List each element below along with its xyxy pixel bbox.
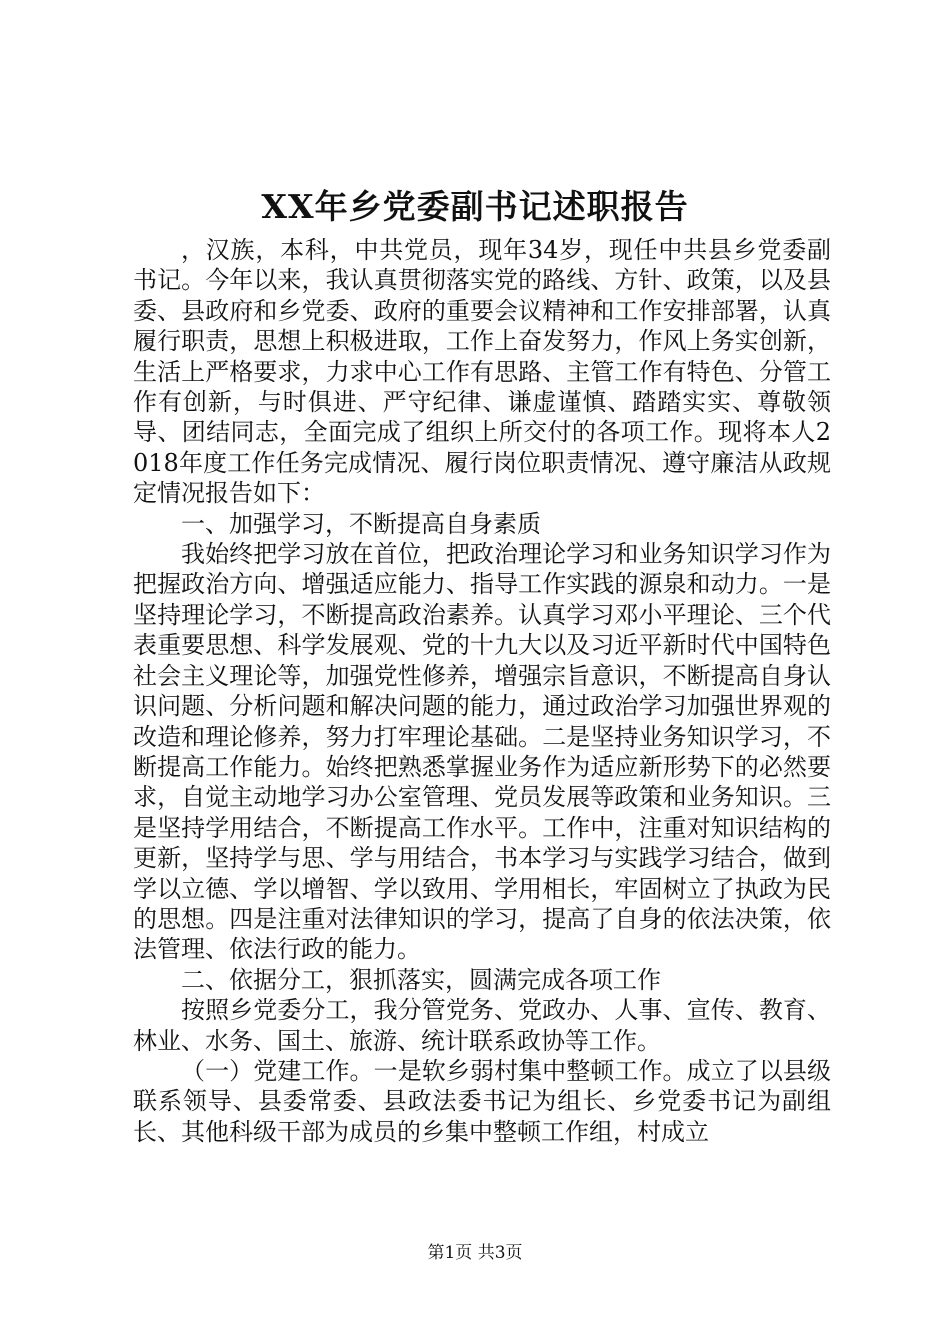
party-building-paragraph: （一）党建工作。一是软乡弱村集中整顿工作。成立了以县级联系领导、县委常委、县政法委书记为组长、乡党委书记为副组长、其他科级干部为成员的乡集中整顿工作组，村成立: [133, 1056, 831, 1146]
intro-paragraph: ，汉族，本科，中共党员，现年34岁，现任中共县乡党委副书记。今年以来，我认真贯彻落实党的路线、方针、政策，以及县委、县政府和乡党委、政府的重要会议精神和工作安排部署，认真履行职责，思想上积极进取，工作上奋发努力，作风上务实创新，生活上严格要求，力求中心工作有思路、主管工作有特色、分管工作有创新，与时俱进、严守纪律、谦虚谨慎、踏踏实实、尊敬领导、团结同志，全面完成了组织上所交付的各项工作。现将本人2018年度工作任务完成情况、履行岗位职责情况、遵守廉洁从政规定情况报告如下：: [133, 236, 831, 508]
page-footer: 第1页 共3页: [427, 1243, 523, 1263]
study-paragraph: 我始终把学习放在首位，把政治理论学习和业务知识学习作为把握政治方向、增强适应能力、指导工作实践的源泉和动力。一是坚持理论学习，不断提高政治素养。认真学习邓小平理论、三个代表重要思想、科学发展观、党的十九大以及习近平新时代中国特色社会主义理论等，加强党性修养，增强宗旨意识，不断提高自身认识问题、分析问题和解决问题的能力，通过政治学习加强世界观的改造和理论修养，努力打牢理论基础。二是坚持业务知识学习，不断提高工作能力。始终把熟悉掌握业务作为适应新形势下的必然要求，自觉主动地学习办公室管理、党员发展等政策和业务知识。三是坚持学用结合，不断提高工作水平。工作中，注重对知识结构的更新，坚持学与思、学与用结合，书本学习与实践学习结合，做到学以立德、学以增智、学以致用、学用相长，牢固树立了执政为民的思想。四是注重对法律知识的学习，提高了自身的依法决策，依法管理、依法行政的能力。: [133, 540, 831, 964]
section-heading-1: 一、加强学习，不断提高自身素质: [181, 509, 541, 538]
division-paragraph: 按照乡党委分工，我分管党务、党政办、人事、宣传、教育、林业、水务、国土、旅游、统计联系政协等工作。: [133, 996, 831, 1055]
document-title: XX年乡党委副书记述职报告: [261, 187, 689, 226]
document-body: [133, 235, 831, 1147]
section-heading-2: 二、依据分工，狠抓落实，圆满完成各项工作: [181, 965, 661, 994]
